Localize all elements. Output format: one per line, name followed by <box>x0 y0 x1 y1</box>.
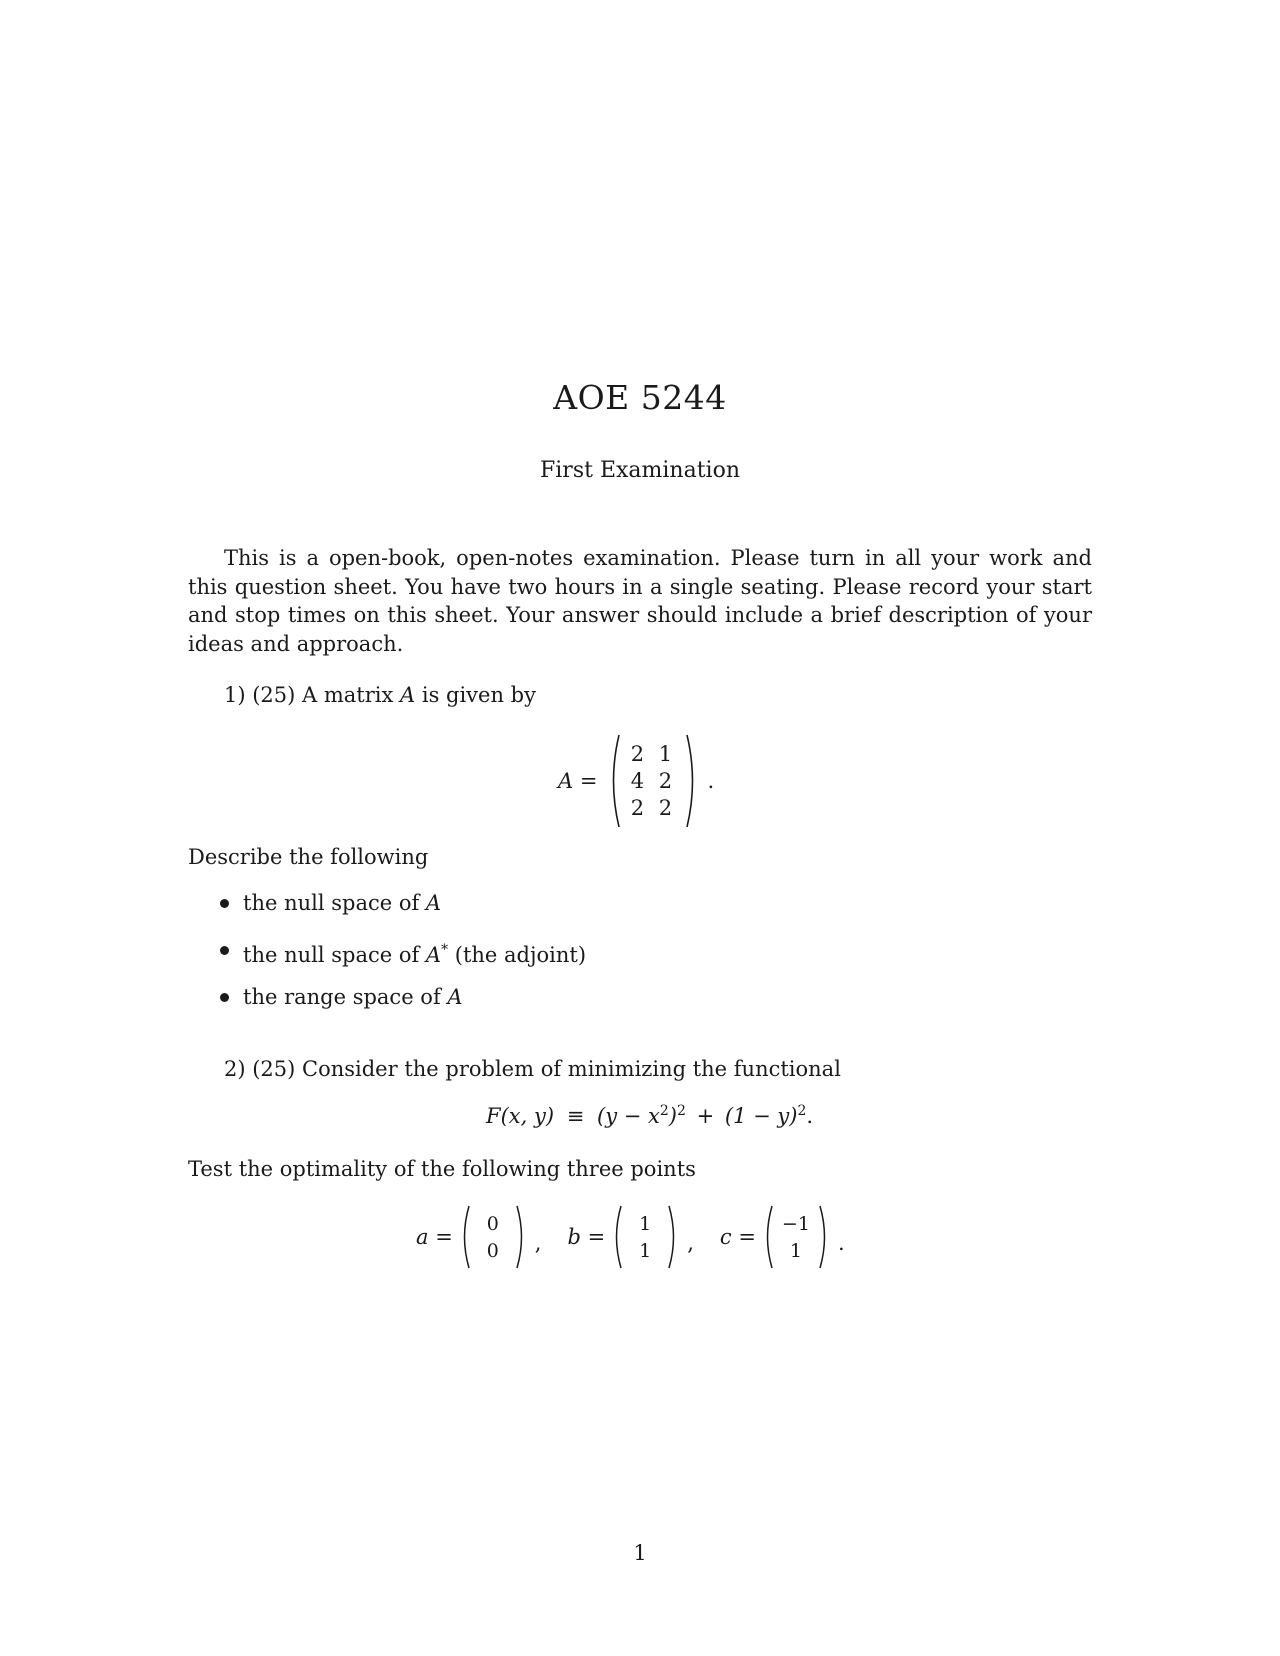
bullet-text: the null space of <box>243 943 426 967</box>
question-1-var: A <box>400 683 416 707</box>
vector-cell: 0 <box>486 1239 499 1262</box>
functional-lhs: F(x, y) <box>486 1104 555 1128</box>
bullet-icon <box>220 993 229 1002</box>
bullet-icon <box>220 899 229 908</box>
points-row <box>416 1205 871 1269</box>
right-paren <box>685 734 699 828</box>
list-item <box>220 889 586 936</box>
matrix-equation <box>558 734 714 828</box>
point-label: b = <box>567 1225 606 1249</box>
plus-symbol: + <box>696 1104 715 1128</box>
describe-label: Describe the following <box>188 845 429 869</box>
point-separator: , <box>534 1231 542 1255</box>
vector-grid <box>623 1210 667 1264</box>
left-paren <box>611 1205 623 1269</box>
page-number: 1 <box>633 1541 647 1565</box>
bullet-var: A <box>425 943 442 967</box>
vector-cell: −1 <box>781 1212 810 1235</box>
equiv-symbol: ≡ <box>566 1104 585 1128</box>
functional-exp: 2 <box>797 1103 807 1119</box>
bullet-sup: * <box>441 942 449 958</box>
intro-paragraph: This is a open-book, open-notes examination. Please turn in all your work and this question sheet. You have two hours in a single seating. Please record your start and stop times on this sheet. Your answer should include a brief description of your ideas and approach. <box>188 546 1092 656</box>
functional-exp: 2 <box>659 1103 669 1119</box>
vector-grid <box>471 1210 515 1264</box>
question-1-prompt <box>224 681 536 710</box>
functional-term1-close: ) <box>668 1104 677 1128</box>
question-2-prompt: 2) (25) Consider the problem of minimizing the functional <box>224 1057 841 1081</box>
functional-equation <box>486 1103 813 1128</box>
right-paren <box>818 1205 830 1269</box>
functional-term1: (y − x <box>597 1104 660 1128</box>
bullet-icon <box>220 946 229 955</box>
point-separator: , <box>687 1231 694 1255</box>
question-1-suffix: is given by <box>415 683 536 707</box>
point-label: a = <box>416 1225 453 1249</box>
question-1-prefix: 1) (25) A matrix <box>224 683 400 707</box>
matrix-cell: 2 <box>658 769 673 793</box>
functional-term2: (1 − y) <box>724 1104 798 1128</box>
matrix-grid <box>621 741 685 822</box>
left-paren <box>762 1205 774 1269</box>
right-paren <box>667 1205 679 1269</box>
point-c <box>720 1205 830 1269</box>
left-paren <box>607 734 621 828</box>
matrix-cell: 1 <box>658 742 673 766</box>
matrix-cell: 2 <box>630 742 645 766</box>
exam-title: AOE 5244 <box>553 378 727 417</box>
matrix-label: A = <box>558 769 598 793</box>
vector-cell: 1 <box>789 1239 802 1262</box>
matrix-cell: 2 <box>630 796 645 820</box>
bullet-var: A <box>425 891 442 915</box>
matrix-cell: 4 <box>630 769 645 793</box>
bullet-text: the range space of <box>243 985 448 1009</box>
bullet-after: (the adjoint) <box>448 943 587 967</box>
vector-grid <box>774 1210 818 1264</box>
point-b <box>567 1205 679 1269</box>
right-paren <box>515 1205 527 1269</box>
list-item <box>220 983 586 1030</box>
matrix-cell: 2 <box>658 796 673 820</box>
point-separator: . <box>837 1231 845 1255</box>
test-label: Test the optimality of the following three points <box>188 1157 696 1181</box>
bullet-list <box>220 889 586 1030</box>
bullet-var: A <box>447 985 463 1009</box>
vector-cell: 0 <box>486 1212 499 1235</box>
point-a <box>416 1205 527 1269</box>
vector-cell: 1 <box>639 1239 652 1262</box>
matrix-end-punct: . <box>707 769 715 793</box>
vector-cell: 1 <box>639 1212 652 1235</box>
functional-end: . <box>806 1104 814 1128</box>
functional-exp: 2 <box>676 1103 686 1119</box>
point-label: c = <box>719 1225 756 1249</box>
left-paren <box>459 1205 471 1269</box>
bullet-text: the null space of <box>243 891 426 915</box>
list-item <box>220 936 586 983</box>
exam-subtitle: First Examination <box>540 458 740 483</box>
